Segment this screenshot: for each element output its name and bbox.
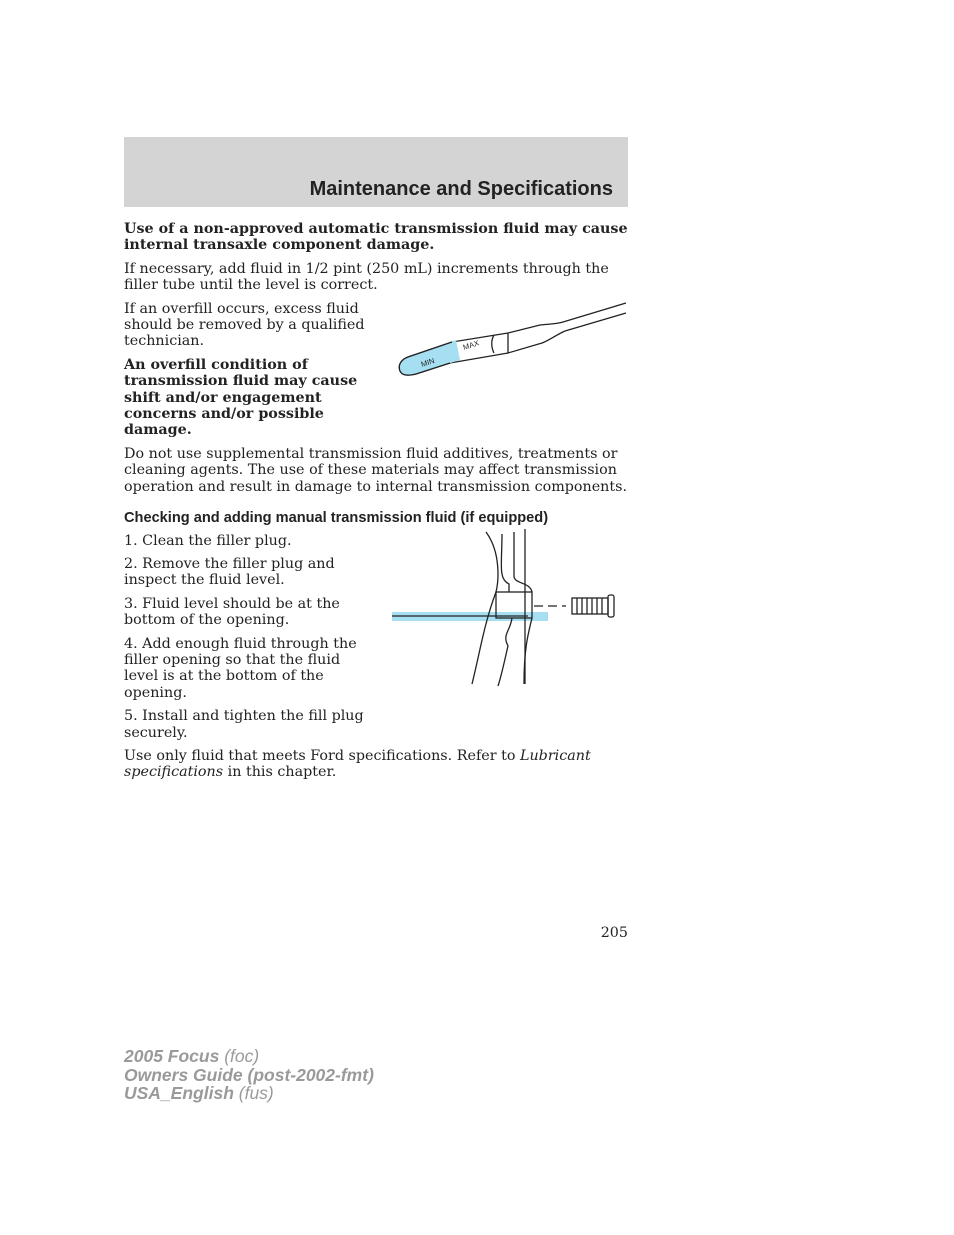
filler-plug-illustration	[378, 524, 628, 689]
overfill-text-column	[124, 301, 374, 446]
ford-spec-paragraph	[124, 748, 628, 781]
overfill-paragraph: If an overfill occurs, excess fluid should be removed by a qualified technician.	[124, 300, 365, 350]
dipstick-min-label: MIN	[419, 355, 436, 369]
warning-non-approved-fluid: Use of a non-approved automatic transmission fluid may cause internal transaxle component damage.	[124, 221, 628, 254]
housing-drawing	[392, 529, 614, 686]
steps-list	[124, 533, 374, 748]
lubricant-spec-reference: Lubricant specifications	[124, 747, 591, 781]
step-item: 2. Remove the filler plug and inspect the fluid level.	[124, 555, 335, 589]
page-number: 205	[600, 925, 628, 941]
step-item: 5. Install and tighten the fill plug securely.	[124, 708, 364, 741]
section-title: Maintenance and Specifications	[309, 178, 613, 200]
dipstick-max-label: MAX	[461, 337, 481, 352]
document-footer	[124, 1047, 374, 1103]
manual-transmission-heading: Checking and adding manual transmission fluid (if equipped)	[124, 510, 549, 527]
warning-overfill: An overfill condition of transmission fluid may cause shift and/or engagement concerns and/or possible damage.	[124, 356, 358, 439]
footer-line-guide: Owners Guide (post-2002-fmt)	[124, 1064, 374, 1085]
ford-spec-text-end: in this chapter.	[223, 764, 337, 781]
page-content	[124, 221, 628, 788]
overfill-row	[124, 301, 628, 446]
additives-paragraph: Do not use supplemental transmission fluid additives, treatments or cleaning agents. The use of these materials may affect transmission operation and result in damage to internal transmission components.	[124, 445, 628, 495]
dipstick-illustration	[390, 295, 628, 385]
add-fluid-paragraph: If necessary, add fluid in 1/2 pint (250 mL) increments through the filler tube until the level is correct.	[124, 260, 609, 294]
footer-line-model: 2005 Focus (foc)	[124, 1046, 260, 1066]
footer-line-language: USA_English (fus)	[124, 1083, 274, 1104]
step-item: 1. Clean the filler plug.	[124, 532, 292, 549]
step-item: 4. Add enough fluid through the filler opening so that the fluid level is at the bottom of the opening.	[124, 635, 357, 701]
steps-row	[124, 533, 628, 748]
section-header-band	[124, 137, 628, 207]
ford-spec-text: Use only fluid that meets Ford specifications. Refer to	[124, 747, 520, 764]
step-item: 3. Fluid level should be at the bottom of the opening.	[124, 595, 340, 629]
